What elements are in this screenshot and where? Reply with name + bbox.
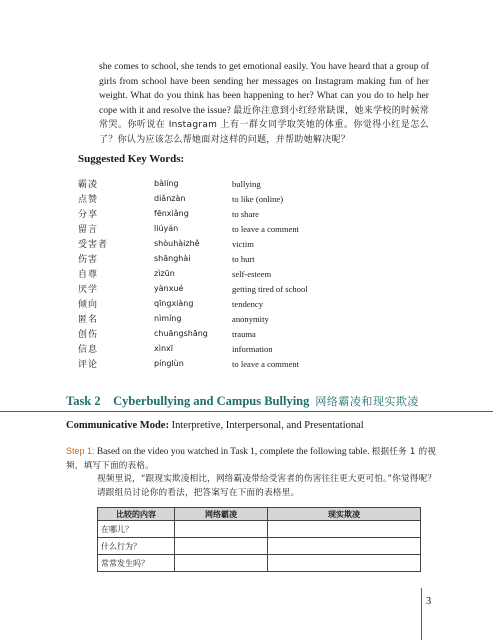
task-title-chinese: 网络霸凌和现实欺凌 — [315, 395, 419, 408]
scenario-english: she comes to school, she tends to get emotional easily. You have heard that a group of girls from school have been sending her messages on Instagram making fun of her weight. What do you think has been happening to her? What can you do to help her cope with it and resolve the issue? — [99, 61, 429, 116]
communicative-mode — [66, 420, 364, 431]
key-word-pinyin: fēnxiǎng — [154, 209, 189, 218]
key-word-english: to hurt — [232, 253, 255, 264]
key-word-row — [78, 311, 438, 326]
answer-cell[interactable] — [268, 521, 421, 538]
key-word-hanzi: 留言 — [78, 225, 99, 235]
answer-cell[interactable] — [268, 538, 421, 555]
key-word-hanzi: 霸凌 — [78, 180, 99, 190]
row-label: 常常发生吗？ — [98, 555, 175, 572]
key-word-hanzi: 厌学 — [78, 285, 99, 295]
key-word-pinyin: shòuhàizhě — [154, 239, 200, 248]
key-word-english: tendency — [232, 298, 264, 309]
key-word-row — [78, 221, 438, 236]
key-words-title: Suggested Key Words: — [78, 153, 185, 165]
scenario-paragraph — [99, 60, 429, 147]
key-word-hanzi: 创伤 — [78, 330, 99, 340]
row-label: 什么行为？ — [98, 538, 175, 555]
key-word-english: to leave a comment — [232, 223, 300, 234]
key-word-row — [78, 251, 438, 266]
key-word-pinyin: qīngxiàng — [154, 299, 194, 308]
table-header-cell: 网络霸凌 — [175, 508, 268, 521]
table-row — [98, 521, 421, 538]
answer-cell[interactable] — [175, 521, 268, 538]
key-word-hanzi: 受害者 — [78, 240, 109, 250]
key-word-pinyin: liúyán — [154, 224, 179, 233]
key-word-row — [78, 176, 438, 191]
step-chinese-1: 根据任务 1 的视频，填写下面的表格。 — [66, 447, 437, 471]
key-word-hanzi: 分享 — [78, 210, 99, 220]
key-word-hanzi: 伤害 — [78, 255, 99, 265]
step-label: Step 1: — [66, 446, 95, 456]
task-divider — [0, 411, 493, 412]
key-word-english: to like (online) — [232, 193, 284, 204]
key-word-pinyin: xìnxī — [154, 344, 173, 353]
step-chinese-2: 视频里说，“跟现实欺凌相比，网络霸凌带给受害者的伤害往往更大更可怕。”你觉得呢？请跟组员讨论你的看法，把答案写在下面的表格里。 — [97, 474, 437, 498]
key-word-hanzi: 信息 — [78, 345, 99, 355]
mode-label: Communicative Mode: — [66, 420, 169, 431]
key-word-row — [78, 296, 438, 311]
key-word-pinyin: diǎnzàn — [154, 194, 186, 203]
page-number: 3 — [426, 596, 432, 607]
step-english: Based on the video you watched in Task 1, complete the following table. — [94, 447, 370, 457]
table-row — [98, 555, 421, 572]
page-number-rule — [421, 588, 422, 640]
table-header-cell: 现实欺凌 — [268, 508, 421, 521]
task-header — [0, 392, 493, 412]
key-word-pinyin: nìmíng — [154, 314, 182, 323]
key-word-pinyin: pínglùn — [154, 359, 184, 368]
answer-cell[interactable] — [175, 555, 268, 572]
scenario-chinese: 最近你注意到小红经常缺课，她来学校的时候常常哭。你听说在 Instagram 上有一群女同学取笑她的体重。你觉得小红是怎么了？你认为应该怎么帮她面对这样的问题，并帮助她解决呢？ — [99, 105, 429, 145]
key-word-pinyin: yànxué — [154, 284, 184, 293]
task-title-english: Task 2 Cyberbullying and Campus Bullying — [66, 394, 310, 408]
key-word-english: trauma — [232, 328, 256, 339]
key-word-english: getting tired of school — [232, 283, 308, 294]
mode-value: Interpretive, Interpersonal, and Presentational — [168, 420, 364, 431]
key-word-hanzi: 点赞 — [78, 195, 99, 205]
key-word-row — [78, 281, 438, 296]
step-1-instructions — [66, 445, 438, 500]
table-header-row — [98, 508, 421, 521]
key-word-english: victim — [232, 238, 254, 249]
key-word-row — [78, 341, 438, 356]
key-word-english: information — [232, 343, 273, 354]
task-title — [66, 393, 419, 409]
key-word-english: bullying — [232, 178, 261, 189]
key-word-english: to leave a comment — [232, 358, 300, 369]
key-word-row — [78, 191, 438, 206]
key-word-english: anonymity — [232, 313, 269, 324]
row-label: 在哪儿？ — [98, 521, 175, 538]
key-word-pinyin: chuāngshāng — [154, 329, 208, 338]
comparison-table — [97, 507, 421, 572]
answer-cell[interactable] — [175, 538, 268, 555]
key-word-pinyin: bàlíng — [154, 179, 179, 188]
table-row — [98, 538, 421, 555]
table-header-cell: 比较的内容 — [98, 508, 175, 521]
key-word-hanzi: 匿名 — [78, 315, 99, 325]
key-word-hanzi: 倾向 — [78, 300, 99, 310]
key-word-row — [78, 326, 438, 341]
key-word-row — [78, 206, 438, 221]
key-word-english: to share — [232, 208, 259, 219]
key-word-pinyin: zìzūn — [154, 269, 175, 278]
key-word-hanzi: 自尊 — [78, 270, 99, 280]
key-word-pinyin: shānghài — [154, 254, 191, 263]
key-word-row — [78, 356, 438, 371]
key-words-list — [78, 176, 438, 371]
key-word-row — [78, 266, 438, 281]
key-word-english: self-esteem — [232, 268, 272, 279]
key-word-row — [78, 236, 438, 251]
key-word-hanzi: 评论 — [78, 360, 99, 370]
answer-cell[interactable] — [268, 555, 421, 572]
